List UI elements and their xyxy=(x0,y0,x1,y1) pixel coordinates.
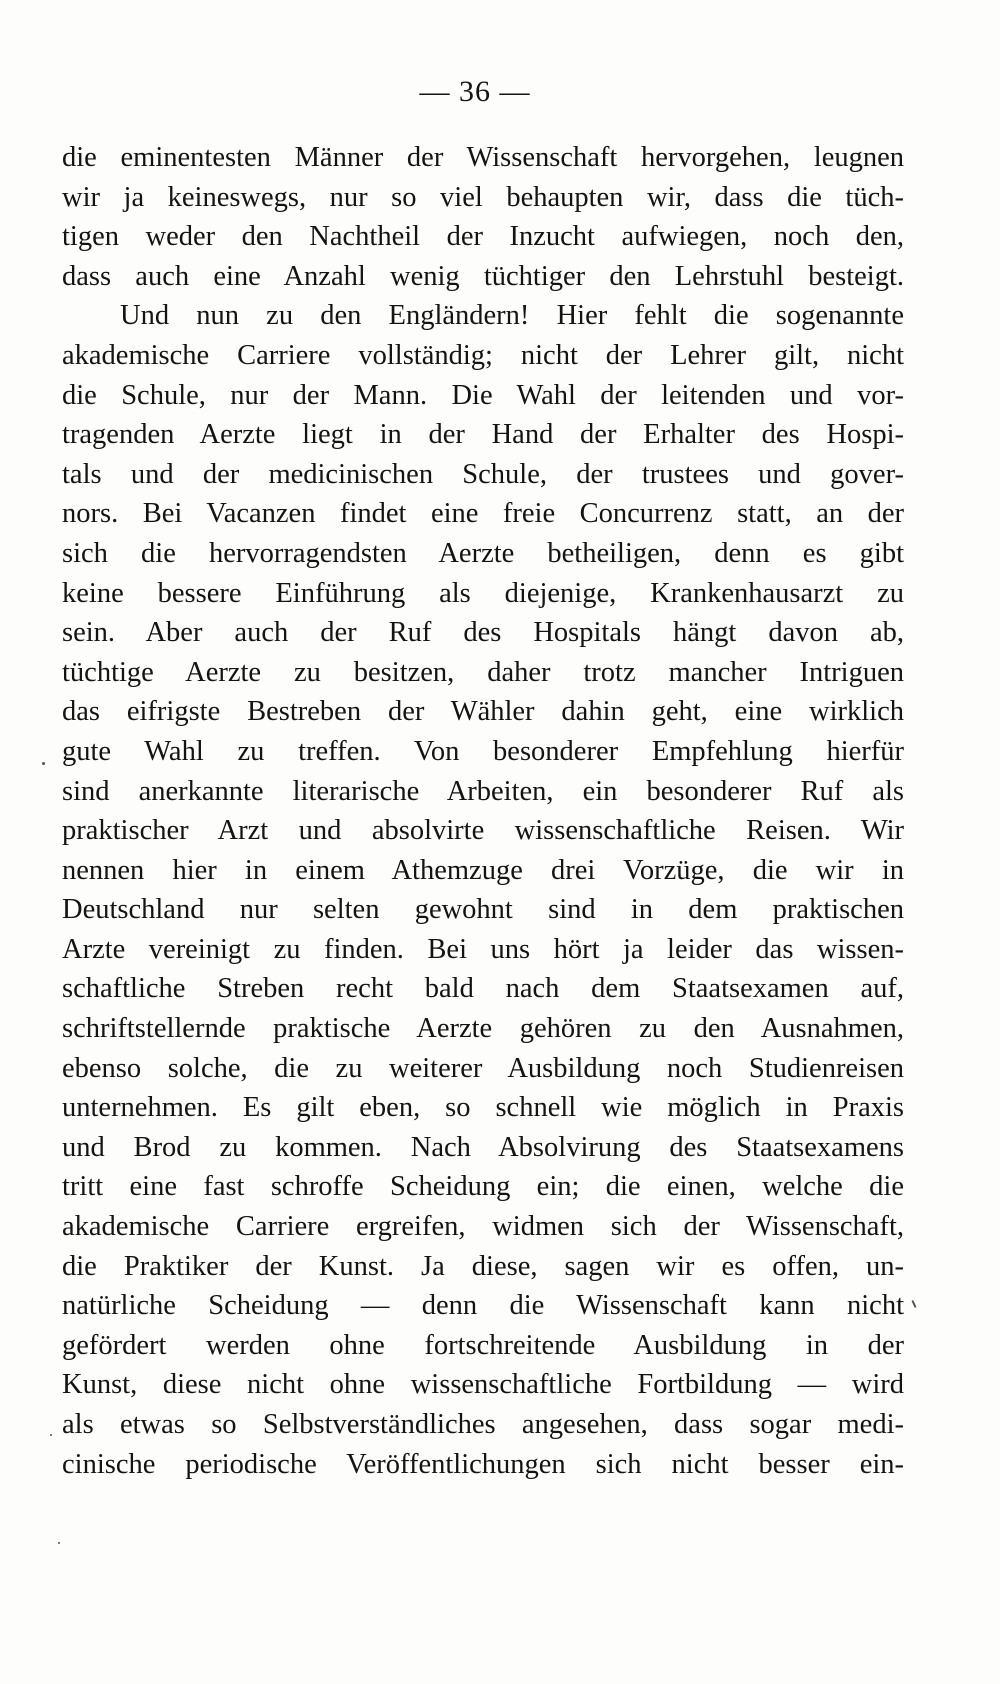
text-line: nors. Bei Vacanzen findet eine freie Concurrenz statt, an der xyxy=(62,498,904,530)
text-line: sind anerkannte literarische Arbeiten, ein besonderer Ruf als xyxy=(62,775,904,807)
text-line: keine bessere Einführung als diejenige, Krankenhausarzt zu xyxy=(62,577,904,609)
body-text xyxy=(62,138,904,1484)
text-line: cinische periodische Veröffentlichungen sich nicht besser ein- xyxy=(62,1448,904,1480)
page-number: — 36 — xyxy=(419,75,531,108)
text-line: dass auch eine Anzahl wenig tüchtiger den Lehrstuhl besteigt. xyxy=(62,260,904,292)
text-line: sich die hervorragendsten Aerzte betheiligen, denn es gibt xyxy=(62,537,904,569)
text-line: Kunst, diese nicht ohne wissenschaftliche Fortbildung — wird xyxy=(62,1369,904,1401)
text-line: tüchtige Aerzte zu besitzen, daher trotz mancher Intriguen xyxy=(62,656,904,688)
text-line: tragenden Aerzte liegt in der Hand der Erhalter des Hospi- xyxy=(62,419,904,451)
text-line: die Praktiker der Kunst. Ja diese, sagen wir es offen, un- xyxy=(62,1250,904,1282)
ink-speck xyxy=(42,762,45,765)
text-line: sein. Aber auch der Ruf des Hospitals hängt davon ab, xyxy=(62,617,904,649)
text-line: praktischer Arzt und absolvirte wissenschaftliche Reisen. Wir xyxy=(62,815,904,847)
text-line: als etwas so Selbstverständliches angesehen, dass sogar medi- xyxy=(62,1409,904,1440)
text-line: die Schule, nur der Mann. Die Wahl der leitenden und vor- xyxy=(62,379,904,411)
text-line: und Brod zu kommen. Nach Absolvirung des Staatsexamens xyxy=(62,1131,904,1163)
ink-speck xyxy=(58,1542,60,1544)
text-line: das eifrigste Bestreben der Wähler dahin geht, eine wirklich xyxy=(62,696,904,728)
text-line: tritt eine fast schroffe Scheidung ein; die einen, welche die xyxy=(62,1171,904,1203)
text-line: schaftliche Streben recht bald nach dem Staatsexamen auf, xyxy=(62,973,904,1005)
text-line: nennen hier in einem Athemzuge drei Vorzüge, die wir in xyxy=(62,854,904,886)
text-line: natürliche Scheidung — denn die Wissenschaft kann nicht xyxy=(62,1290,904,1322)
ink-speck xyxy=(50,1434,52,1436)
text-line: schriftstellernde praktische Aerzte gehören zu den Ausnahmen, xyxy=(62,1013,904,1045)
text-line: Deutschland nur selten gewohnt sind in dem praktischen xyxy=(62,894,904,926)
text-line: akademische Carriere ergreifen, widmen sich der Wissenschaft, xyxy=(62,1211,904,1243)
text-line: ebenso solche, die zu weiterer Ausbildung noch Studienreisen xyxy=(62,1052,904,1084)
text-line: gefördert werden ohne fortschreitende Ausbildung in der xyxy=(62,1329,904,1361)
ink-speck xyxy=(911,1300,916,1308)
text-line: akademische Carriere vollständig; nicht der Lehrer gilt, nicht xyxy=(62,339,904,371)
text-line: tigen weder den Nachtheil der Inzucht aufwiegen, noch den, xyxy=(62,221,904,253)
text-line: tals und der medicinischen Schule, der trustees und gover- xyxy=(62,458,904,490)
paragraph-start-line: Und nun zu den Engländern! Hier fehlt die sogenannte xyxy=(120,300,904,332)
text-line: gute Wahl zu treffen. Von besonderer Empfehlung hierfür xyxy=(62,735,904,767)
text-line: die eminentesten Männer der Wissenschaft hervorgehen, leugnen xyxy=(62,142,904,173)
text-line: Arzte vereinigt zu finden. Bei uns hört ja leider das wissen- xyxy=(62,933,904,965)
text-line: unternehmen. Es gilt eben, so schnell wie möglich in Praxis xyxy=(62,1092,904,1124)
text-line: wir ja keineswegs, nur so viel behaupten wir, dass die tüch- xyxy=(62,181,904,213)
